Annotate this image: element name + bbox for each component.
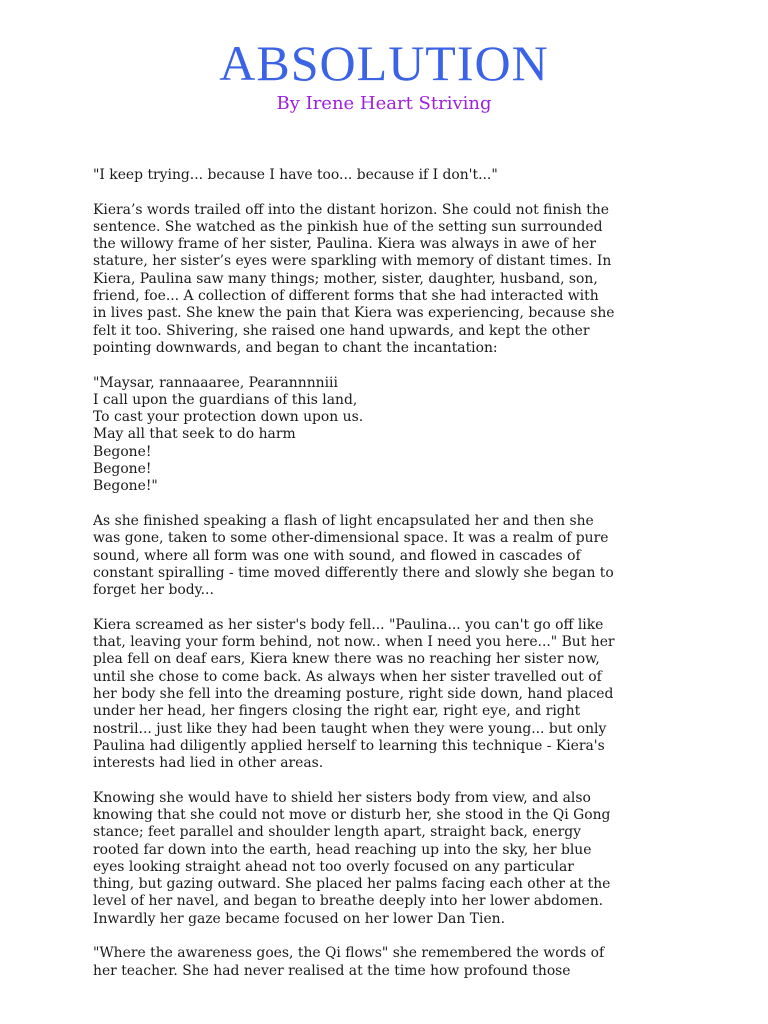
paragraph-kiera-screamed: Kiera screamed as her sister's body fell... "Paulina... you can't go off like that, leaving your form behind, not now.. when I need you here..." But her plea fell on deaf ears, Kiera knew there was no reaching her sister now, until she chose to come back. As always when her sister travelled out of her body she fell into the dreaming posture, right side down, hand placed under her head, her fingers closing the right ear, right eye, and right nostril... just like they had been taught when they were young... but only Paulina had diligently applied herself to learning this technique - Kiera's interests had lied in other areas. — [93, 616, 615, 772]
story-body — [93, 167, 693, 997]
paragraph-qi-gong-stance: Knowing she would have to shield her sisters body from view, and also knowing that she could not move or disturb her, she stood in the Qi Gong stance; feet parallel and shoulder length apart, straight back, energy rooted far down into the earth, head reaching up into the sky, her blue eyes looking straight ahead not too overly focused on any particular thing, but gazing outward. She placed her palms facing each other at the level of her navel, and began to breathe deeply into her lower abdomen. Inwardly her gaze became focused on her lower Dan Tien. — [93, 789, 611, 927]
paragraph-flash-of-light: As she finished speaking a flash of light encapsulated her and then she was gone, taken to some other-dimensional space. It was a realm of pure sound, where all form was one with sound, and flowed in cascades of constant spiralling - time moved differently there and slowly she began to forget her body... — [93, 512, 614, 599]
paragraph-opening-quote: "I keep trying... because I have too... because if I don't..." — [93, 167, 498, 183]
author-byline: By Irene Heart Striving — [276, 93, 492, 114]
paragraph-awareness-qi: "Where the awareness goes, the Qi flows" she remembered the words of her teacher. She had never realised at the time how profound those — [93, 945, 605, 979]
paragraph-kiera-words: Kiera’s words trailed off into the distant horizon. She could not finish the sentence. She watched as the pinkish hue of the setting sun surrounded the willowy frame of her sister, Paulina. Kiera was always in awe of her stature, her sister’s eyes were sparkling with memory of distant times. In Kiera, Paulina saw many things; mother, sister, daughter, husband, son, friend, foe... A collection of different forms that she had interacted with in lives past. She knew the pain that Kiera was experiencing, because she felt it too. Shivering, she raised one hand upwards, and kept the other pointing downwards, and began to chant the incantation: — [93, 201, 615, 356]
paragraph-incantation: "Maysar, rannaaaree, Pearannnniii I call upon the guardians of this land, To cast your protection down upon us. May all that seek to do harm Begone! Begone! Begone!" — [93, 374, 364, 495]
document-title: ABSOLUTION — [219, 35, 549, 91]
